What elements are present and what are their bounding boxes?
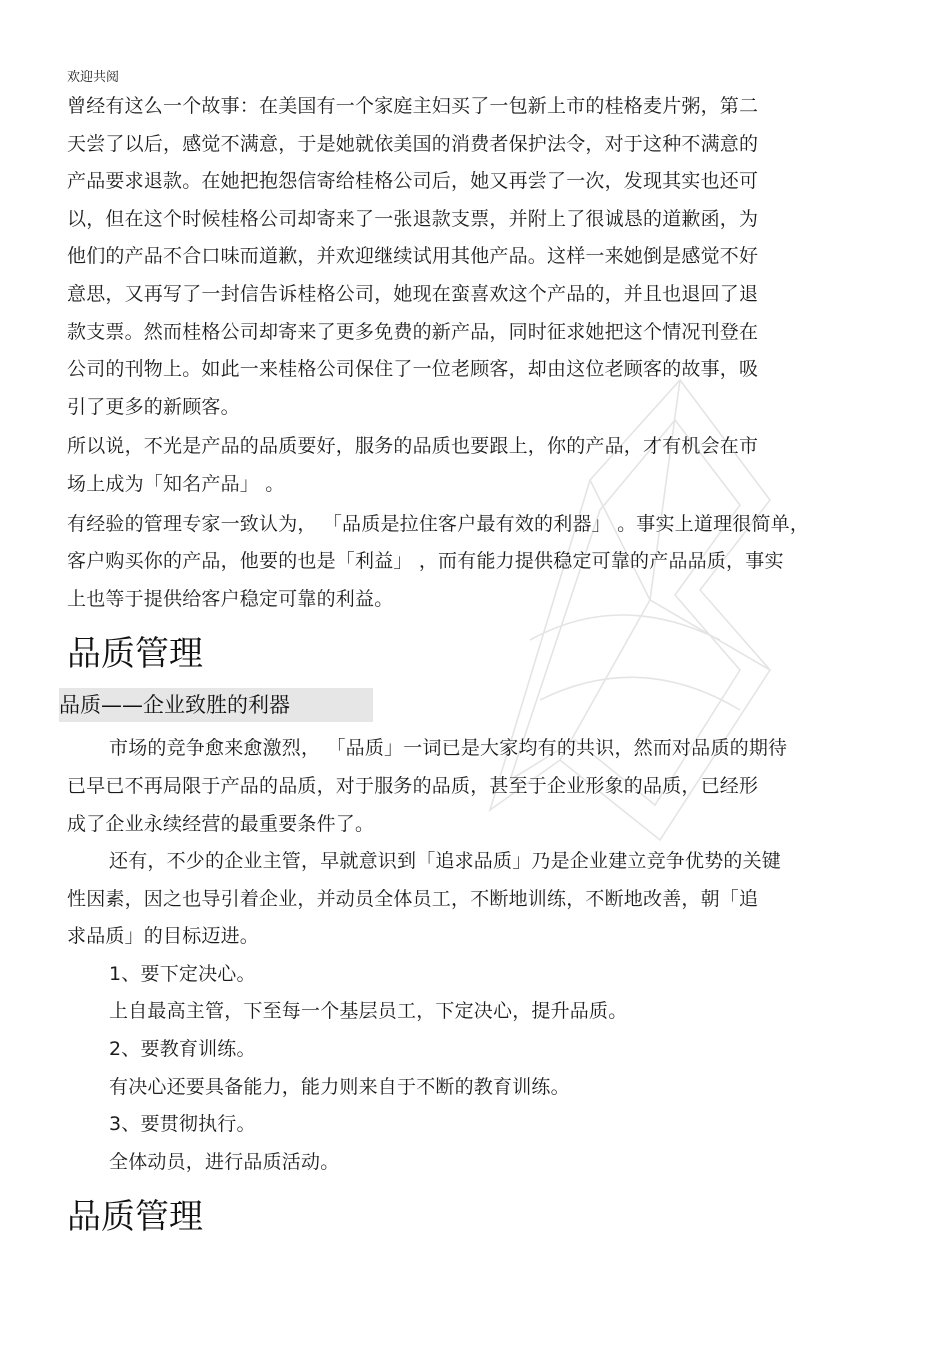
text-line: 性因素，因之也导引着企业，并动员全体员工，不断地训练，不断地改善，朝「追 [67, 887, 759, 910]
text-line: 已早已不再局限于产品的品质，对于服务的品质，甚至于企业形象的品质，已经形 [67, 774, 759, 797]
list-item: 3、要贯彻执行。 [109, 1113, 256, 1136]
subheading: 品质——企业致胜的利器 [59, 688, 373, 722]
text-line: 成了企业永续经营的最重要条件了。 [67, 812, 375, 835]
section-heading: 品质管理 [67, 634, 203, 675]
story-paragraph [67, 88, 877, 426]
expert-paragraph [67, 506, 877, 619]
text-line: 以，但在这个时候桂格公司却寄来了一张退款支票，并附上了很诚恳的道歉函，为 [67, 207, 759, 230]
list-item: 有决心还要具备能力，能力则来自于不断的教育训练。 [109, 1075, 570, 1098]
list-item: 全体动员，进行品质活动。 [109, 1150, 340, 1173]
text-line: 天尝了以后，感觉不满意，于是她就依美国的消费者保护法令，对于这种不满意的 [67, 132, 759, 155]
text-line: 引了更多的新顾客。 [67, 395, 240, 418]
text-line: 市场的竞争愈来愈激烈， 「品质」一词已是大家均有的共识，然而对品质的期待 [109, 737, 788, 760]
conclusion-paragraph [67, 428, 877, 503]
text-line: 场上成为「知名产品」 。 [67, 472, 285, 495]
list-item: 上自最高主管，下至每一个基层员工，下定决心，提升品质。 [109, 1000, 628, 1023]
text-line: 公司的刊物上。如此一来桂格公司保住了一位老顾客，却由这位老顾客的故事，吸 [67, 358, 759, 381]
text-line: 还有，不少的企业主管，早就意识到「追求品质」乃是企业建立竞争优势的关键 [109, 850, 782, 873]
document-page [59, 64, 877, 1251]
text-line: 意思，又再写了一封信告诉桂格公司，她现在蛮喜欢这个产品的，并且也退回了退 [67, 282, 759, 305]
text-line: 曾经有这么一个故事：在美国有一个家庭主妇买了一包新上市的桂格麦片粥，第二 [67, 95, 759, 117]
text-line: 客户购买你的产品，他要的也是「利益」 ，而有能力提供稳定可靠的产品品质，事实 [67, 550, 784, 573]
text-line: 有经验的管理专家一致认为， 「品质是拉住客户最有效的利器」 。事实上道理很简单， [67, 512, 810, 535]
text-line: 款支票。然而桂格公司却寄来了更多免费的新产品，同时征求她把这个情况刊登在 [67, 320, 759, 343]
market-paragraph [67, 730, 877, 843]
steps-list [67, 956, 877, 1182]
text-line: 产品要求退款。在她把抱怨信寄给桂格公司后，她又再尝了一次，发现其实也还可 [67, 170, 759, 193]
managers-paragraph [67, 843, 877, 956]
text-line: 求品质」的目标迈进。 [67, 925, 260, 948]
text-line: 所以说，不光是产品的品质要好，服务的品质也要跟上，你的产品，才有机会在市 [67, 435, 759, 458]
page-header: 欢迎共阅 [67, 70, 120, 85]
text-line: 他们的产品不合口味而道歉，并欢迎继续试用其他产品。这样一来她倒是感觉不好 [67, 245, 759, 268]
list-item: 1、要下定决心。 [109, 962, 256, 985]
subheading-bar [59, 688, 877, 722]
text-line: 上也等于提供给客户稳定可靠的利益。 [67, 587, 394, 610]
list-item: 2、要教育训练。 [109, 1038, 256, 1061]
section-heading: 品质管理 [67, 1197, 203, 1238]
